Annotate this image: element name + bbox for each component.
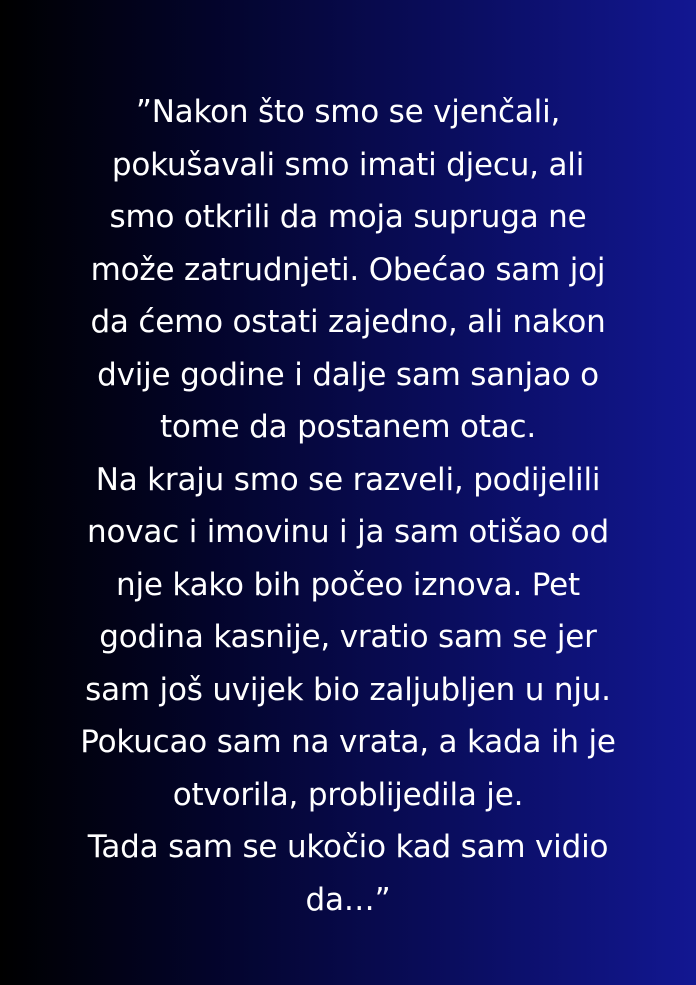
story-line: Pokucao sam na vrata, a kada ih je bbox=[80, 724, 616, 760]
story-line: da ćemo ostati zajedno, ali nakon bbox=[90, 304, 606, 340]
story-line: pokušavali smo imati djecu, ali bbox=[111, 146, 585, 183]
story-line: nje kako bih počeo iznova. Pet bbox=[116, 566, 580, 603]
story-line: može zatrudnjeti. Obećao sam joj bbox=[90, 251, 606, 288]
story-line: dvije godine i dalje sam sanjao o bbox=[97, 356, 599, 393]
story-line: Tada sam se ukočio kad sam vidio bbox=[87, 829, 609, 865]
story-line: godina kasnije, vratio sam se jer bbox=[99, 619, 597, 655]
story-line: sam još uvijek bio zaljubljen u nju. bbox=[85, 671, 611, 708]
story-line: tome da postanem otac. bbox=[159, 409, 537, 445]
story-line: smo otkrili da moja supruga ne bbox=[109, 199, 587, 235]
story-text bbox=[20, 86, 676, 926]
story-line: Na kraju smo se razveli, podijelili bbox=[95, 461, 601, 498]
story-line: otvorila, problijedila je. bbox=[172, 776, 524, 813]
story-line: da…” bbox=[305, 881, 391, 918]
story-line: ”Nakon što smo se vjenčali, bbox=[135, 94, 561, 130]
story-line: novac i imovinu i ja sam otišao od bbox=[87, 514, 609, 550]
